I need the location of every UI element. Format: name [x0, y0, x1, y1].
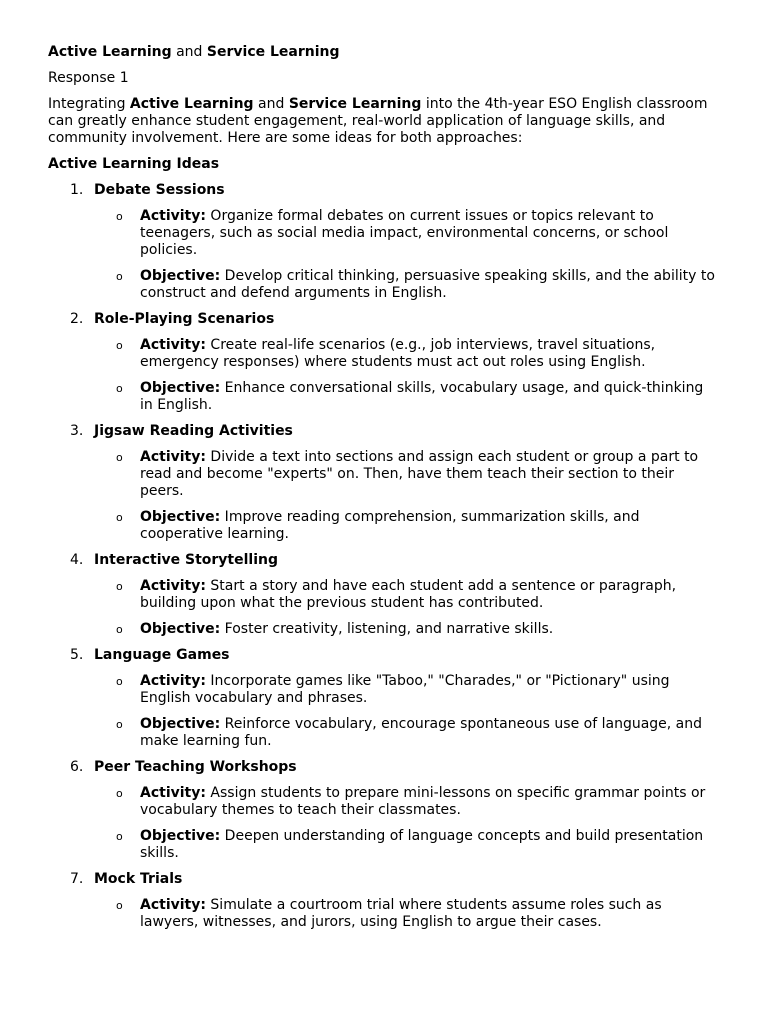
bullet-icon: o — [116, 451, 123, 464]
bullet-icon: o — [116, 899, 123, 912]
bullet-icon: o — [116, 675, 123, 688]
activity-label: Activity: — [140, 337, 206, 353]
section-heading: Active Learning Ideas — [48, 156, 220, 172]
objective-label: Objective: — [140, 716, 221, 732]
idea-item — [48, 311, 720, 414]
idea-title: Interactive Storytelling — [94, 552, 278, 568]
bullet-icon: o — [116, 580, 123, 593]
activity-text: Divide a text into sections and assign each student or group a part to read and become "experts" on. Then, have them teach their section to their peers. — [140, 449, 699, 499]
idea-points — [48, 449, 720, 543]
idea-points — [48, 673, 720, 750]
activity-label: Activity: — [140, 785, 206, 801]
idea-item — [48, 871, 720, 931]
idea-item — [48, 423, 720, 543]
objective-text: Develop critical thinking, persuasive speaking skills, and the ability to construct and defend arguments in English. — [140, 268, 715, 301]
intro-bold-active-learning: Active Learning — [129, 96, 254, 112]
idea-heading — [48, 871, 720, 888]
activity-text: Organize formal debates on current issues or topics relevant to teenagers, such as social media impact, environmental concerns, or school policies. — [140, 208, 669, 258]
idea-title: Jigsaw Reading Activities — [94, 423, 293, 439]
activity-point — [48, 897, 720, 931]
bullet-icon: o — [116, 718, 123, 731]
activity-text: Start a story and have each student add a sentence or paragraph, building upon what the previous student has contributed. — [140, 578, 677, 611]
objective-point — [48, 716, 720, 750]
objective-text: Enhance conversational skills, vocabulary usage, and quick-thinking in English. — [140, 380, 704, 413]
title-active-learning: Active Learning — [48, 44, 172, 60]
activity-point — [48, 208, 720, 259]
objective-point — [48, 509, 720, 543]
idea-points — [48, 208, 720, 302]
activity-text: Simulate a courtroom trial where students assume roles such as lawyers, witnesses, and jurors, using English to argue their cases. — [140, 897, 662, 930]
intro-mid: and — [253, 96, 289, 112]
activity-point — [48, 578, 720, 612]
activity-label: Activity: — [140, 449, 206, 465]
objective-label: Objective: — [140, 380, 221, 396]
idea-number: 3. — [70, 423, 84, 439]
idea-points — [48, 578, 720, 638]
activity-point — [48, 449, 720, 500]
idea-number: 2. — [70, 311, 84, 327]
objective-text: Foster creativity, listening, and narrative skills. — [220, 621, 554, 637]
bullet-icon: o — [116, 787, 123, 800]
activity-text: Incorporate games like "Taboo," "Charades," or "Pictionary" using English vocabulary and phrases. — [140, 673, 670, 706]
bullet-icon: o — [116, 270, 123, 283]
idea-number: 6. — [70, 759, 84, 775]
activity-label: Activity: — [140, 897, 206, 913]
idea-heading — [48, 423, 720, 440]
bullet-icon: o — [116, 623, 123, 636]
idea-heading — [48, 647, 720, 664]
bullet-icon: o — [116, 210, 123, 223]
bullet-icon: o — [116, 339, 123, 352]
activity-point — [48, 785, 720, 819]
activity-text: Assign students to prepare mini-lessons on specific grammar points or vocabulary themes to teach their classmates. — [140, 785, 706, 818]
idea-heading — [48, 552, 720, 569]
idea-item — [48, 647, 720, 750]
idea-title: Debate Sessions — [94, 182, 225, 198]
bullet-icon: o — [116, 382, 123, 395]
idea-item — [48, 182, 720, 302]
intro-paragraph — [48, 96, 720, 147]
idea-heading — [48, 311, 720, 328]
idea-points — [48, 897, 720, 931]
idea-title: Peer Teaching Workshops — [94, 759, 297, 775]
title-and: and — [171, 44, 207, 60]
objective-point — [48, 268, 720, 302]
idea-number: 7. — [70, 871, 84, 887]
activity-point — [48, 673, 720, 707]
objective-point — [48, 621, 720, 638]
objective-label: Objective: — [140, 621, 221, 637]
objective-label: Objective: — [140, 828, 221, 844]
activity-label: Activity: — [140, 578, 206, 594]
objective-point — [48, 828, 720, 862]
idea-heading — [48, 759, 720, 776]
idea-points — [48, 337, 720, 414]
objective-label: Objective: — [140, 509, 221, 525]
idea-item — [48, 759, 720, 862]
activity-label: Activity: — [140, 673, 206, 689]
intro-rest: into the 4th-year ESO English classroom can greatly enhance student engagement, real-world application of language skills, and community involvement. Here are some ideas for both approaches: — [48, 96, 708, 146]
idea-heading — [48, 182, 720, 199]
idea-number: 5. — [70, 647, 84, 663]
idea-number: 1. — [70, 182, 84, 198]
objective-label: Objective: — [140, 268, 221, 284]
idea-item — [48, 552, 720, 638]
idea-number: 4. — [70, 552, 84, 568]
objective-text: Deepen understanding of language concepts and build presentation skills. — [140, 828, 704, 861]
bullet-icon: o — [116, 830, 123, 843]
ideas-list — [48, 182, 720, 931]
idea-title: Language Games — [94, 647, 230, 663]
objective-point — [48, 380, 720, 414]
title-service-learning: Service Learning — [206, 44, 340, 60]
idea-points — [48, 785, 720, 862]
response-label: Response 1 — [48, 70, 129, 86]
document-title — [48, 44, 720, 61]
idea-title: Mock Trials — [94, 871, 183, 887]
intro-bold-service-learning: Service Learning — [288, 96, 422, 112]
idea-title: Role-Playing Scenarios — [94, 311, 275, 327]
objective-text: Improve reading comprehension, summarization skills, and cooperative learning. — [140, 509, 640, 542]
intro-lead: Integrating — [48, 96, 130, 112]
activity-label: Activity: — [140, 208, 206, 224]
activity-text: Create real-life scenarios (e.g., job interviews, travel situations, emergency responses) where students must act out roles using English. — [140, 337, 656, 370]
objective-text: Reinforce vocabulary, encourage spontaneous use of language, and make learning fun. — [140, 716, 703, 749]
activity-point — [48, 337, 720, 371]
bullet-icon: o — [116, 511, 123, 524]
